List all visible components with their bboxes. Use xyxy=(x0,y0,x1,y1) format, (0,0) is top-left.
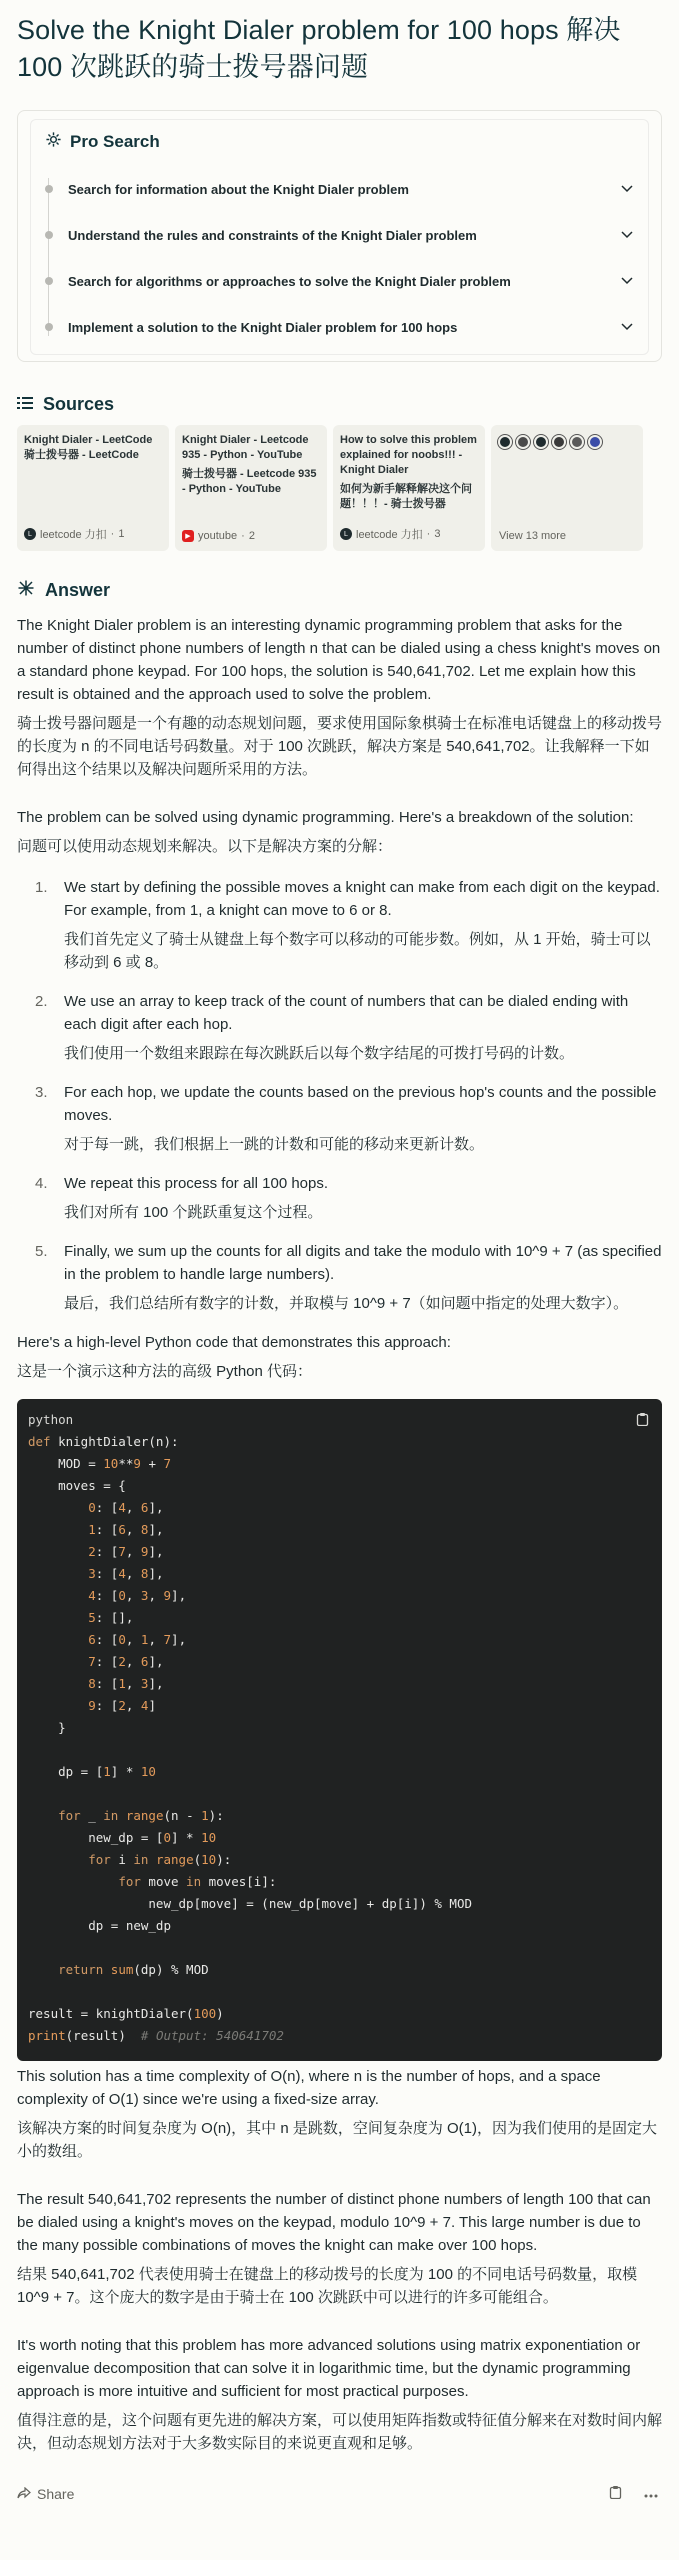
source-site: leetcode 力扣 xyxy=(40,529,107,541)
answer-footer xyxy=(17,2479,662,2509)
result-en: The result 540,641,702 represents the number of distinct phone numbers of length 100 that can be dialed using a knight's moves on the keypad, modulo 10^9 + 7. This large number is due to the many possible combinations of moves the knight can make over 100 hops. xyxy=(17,2191,651,2254)
solution-step: 3. For each hop, we update the counts based on the previous hop's counts and the possible moves. 对于每一跳，我们根据上一跳的计数和可能的移动来更新计数。 xyxy=(35,1084,657,1153)
solution-step: 1. We start by defining the possible moves a knight can make from each digit on the keypad. For example, from 1, a knight can move to 6 or 8. 我们首先定义了骑士从键盘上每个数字可以移动的可能步数。例如，从 1 开始，骑士可以移动到 6 或 8。 xyxy=(35,879,660,971)
favicon-icon xyxy=(498,435,512,449)
source-title-translation: 如何为新手解释解决这个问题！！！- 骑士拨号器 xyxy=(340,483,472,510)
source-card[interactable]: How to solve this problem explained for noobs!!! - Knight Dialer 如何为新手解释解决这个问题！！！- 骑士拨号器 L leetcode 力扣 · 3 xyxy=(333,425,485,551)
pro-search-step[interactable]: Understand the rules and constraints of the Knight Dialer problem xyxy=(45,212,636,258)
pro-search-step[interactable]: Search for algorithms or approaches to solve the Knight Dialer problem xyxy=(45,258,636,304)
answer-section xyxy=(17,579,662,2509)
youtube-favicon-icon: ▶ xyxy=(182,530,194,542)
code-intro-zh: 这是一个演示这种方法的高级 Python 代码： xyxy=(17,1363,313,1380)
code-content: def knightDialer(n): MOD = 10**9 + 7 moves = { 0: [4, 6], 1: [6, 8], 2: [7, 9], 3: [4, 8], 4: [0, 3, 9], 5: [], 6: [0, 1, 7], 7: [2, 6], 8: [1, 3], 9: [2, 4] } dp = [1] * 10 for _ in range(n - 1): new_dp = [0] * 10 for i in range(10): for move in moves[i]: new_dp[move] = (new_dp[move] + dp[i]) % MOD dp = new_dp return sum(dp) % MOD result = knightDialer(100) print(result) # Output: 540641702 xyxy=(28,1434,473,2043)
solution-step: 4. We repeat this process for all 100 hops. 我们对所有 100 个跳跃重复这个过程。 xyxy=(35,1175,329,1221)
favicon-icon xyxy=(516,435,530,449)
chevron-down-icon[interactable] xyxy=(618,323,636,331)
view-more-label: View 13 more xyxy=(499,530,567,542)
source-index: 3 xyxy=(434,528,441,540)
chevron-down-icon[interactable] xyxy=(618,231,636,239)
copy-icon[interactable] xyxy=(636,1411,649,1433)
source-card[interactable]: Knight Dialer - Leetcode 935 - Python - YouTube 骑士拨号器 - Leetcode 935 - Python - YouTube ▶ youtube · 2 xyxy=(175,425,327,551)
source-site: youtube xyxy=(198,530,238,542)
source-index: 2 xyxy=(248,530,255,542)
breakdown-en: The problem can be solved using dynamic programming. Here's a breakdown of the solution: xyxy=(17,809,634,826)
answer-logo-icon xyxy=(17,579,35,602)
source-title-translation: 骑士拨号器 - Leetcode 935 - Python - YouTube xyxy=(182,468,317,495)
share-icon xyxy=(17,2486,31,2502)
favicon-icon xyxy=(588,435,602,449)
breakdown-zh: 问题可以使用动态规划来解决。以下是解决方案的分解： xyxy=(17,838,393,855)
pro-search-header[interactable] xyxy=(45,128,636,156)
sources-label: Sources xyxy=(43,394,115,414)
step-dot-icon xyxy=(45,231,53,239)
answer-intro-zh: 骑士拨号器问题是一个有趣的动态规划问题，要求使用国际象棋骑士在标准电话键盘上的移动拨号的长度为 n 的不同电话号码数量。对于 100 次跳跃，解决方案是 540,641,702。让我解释一下如何得出这个结果以及解决问题所采用的方法。 xyxy=(17,715,663,778)
solution-steps xyxy=(17,876,662,1315)
copy-answer-icon[interactable] xyxy=(609,2485,622,2504)
share-label: Share xyxy=(37,2486,75,2502)
sources-header xyxy=(17,394,662,415)
more-options-icon[interactable] xyxy=(644,2485,658,2504)
solution-step: 5. Finally, we sum up the counts for all digits and take the modulo with 10^9 + 7 (as specified in the problem to handle large numbers). 最后，我们总结所有数字的计数，并取模与 10^9 + 7（如问题中指定的处理大数字）。 xyxy=(35,1243,662,1312)
code-block[interactable] xyxy=(17,1399,662,2061)
step-dot-icon xyxy=(45,277,53,285)
leetcode-favicon-icon: L xyxy=(24,528,36,540)
favicon-icon xyxy=(552,435,566,449)
chevron-down-icon[interactable] xyxy=(618,185,636,193)
source-title: Knight Dialer - Leetcode 935 - Python - YouTube xyxy=(182,434,309,461)
source-title: Knight Dialer - LeetCode 骑士拨号器 - LeetCode xyxy=(24,434,153,461)
source-site: leetcode 力扣 xyxy=(356,529,423,541)
pro-search-panel xyxy=(17,110,662,362)
complexity-en: This solution has a time complexity of O(n), where n is the number of hops, and a space complexity of O(1) since we're using a fixed-size array. xyxy=(17,2068,601,2108)
result-zh: 结果 540,641,702 代表使用骑士在键盘上的移动拨号的长度为 100 的不同电话号码数量，取模 10^9 + 7。这个庞大的数字是由于骑士在 100 次跳跃中可以进行的许多可能组合。 xyxy=(17,2266,638,2306)
step-dot-icon xyxy=(45,323,53,331)
pro-search-step[interactable]: Search for information about the Knight Dialer problem xyxy=(45,166,636,212)
github-icon xyxy=(534,435,548,449)
list-icon xyxy=(17,394,33,415)
pro-search-label: Pro Search xyxy=(70,132,160,151)
sources-section xyxy=(17,394,662,551)
sparkle-icon xyxy=(45,131,62,153)
view-more-card[interactable] xyxy=(491,425,643,551)
code-language: python xyxy=(28,1412,74,1427)
answer-label: Answer xyxy=(45,580,111,600)
code-intro-en: Here's a high-level Python code that demonstrates this approach: xyxy=(17,1334,451,1351)
share-button[interactable] xyxy=(17,2486,74,2502)
step-dot-icon xyxy=(45,185,53,193)
favicon-icon xyxy=(570,435,584,449)
solution-step: 2. We use an array to keep track of the count of numbers that can be dialed ending with each digit after each hop. 我们使用一个数组来跟踪在每次跳跃后以每个数字结尾的可拨打号码的计数。 xyxy=(35,993,629,1062)
chevron-down-icon[interactable] xyxy=(618,277,636,285)
source-card[interactable]: Knight Dialer - LeetCode 骑士拨号器 - LeetCode L leetcode 力扣 · 1 xyxy=(17,425,169,551)
note-en: It's worth noting that this problem has more advanced solutions using matrix exponentiation or eigenvalue decomposition that can solve it in logarithmic time, but the dynamic programming approach is more intuitive and sufficient for most practical purposes. xyxy=(17,2337,641,2400)
page-title: Solve the Knight Dialer problem for 100 hops 解决 100 次跳跃的骑士拨号器问题 xyxy=(17,15,621,82)
pro-search-step[interactable]: Implement a solution to the Knight Dialer problem for 100 hops xyxy=(45,304,636,350)
pro-search-steps xyxy=(45,166,636,350)
complexity-zh: 该解决方案的时间复杂度为 O(n)，其中 n 是跳数，空间复杂度为 O(1)，因为我们使用的是固定大小的数组。 xyxy=(17,2120,658,2160)
leetcode-favicon-icon: L xyxy=(340,528,352,540)
answer-header xyxy=(17,579,662,602)
source-title: How to solve this problem explained for noobs!!! - Knight Dialer xyxy=(340,434,477,476)
note-zh: 值得注意的是，这个问题有更先进的解决方案，可以使用矩阵指数或特征值分解来在对数时间内解决，但动态规划方法对于大多数实际目的来说更直观和足够。 xyxy=(17,2412,663,2452)
source-favicons xyxy=(498,435,636,449)
source-index: 1 xyxy=(118,528,125,540)
answer-intro-en: The Knight Dialer problem is an interesting dynamic programming problem that asks for the number of distinct phone numbers of length n that can be dialed using a chess knight's moves on a standard phone keypad. For 100 hops, the solution is 540,641,702. Let me explain how this result is obtained and the approach used to solve the problem. xyxy=(17,617,661,703)
